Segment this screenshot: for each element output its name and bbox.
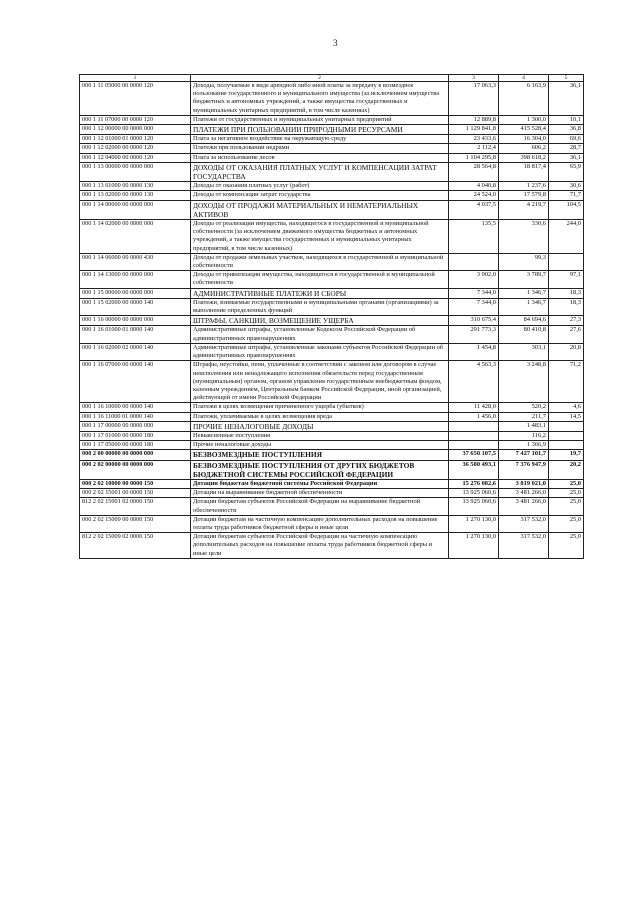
table-row: [80, 489, 584, 498]
name-cell: БЕЗВОЗМЕЗДНЫЕ ПОСТУПЛЕНИЯ: [191, 450, 449, 460]
plan-cell: 310 675,4: [449, 316, 499, 326]
plan-cell: 24 524,0: [449, 191, 499, 200]
plan-cell: 1 454,8: [449, 343, 499, 360]
table-row: [80, 153, 584, 162]
plan-cell: 3 902,0: [449, 271, 499, 288]
code-cell: 000 2 02 15009 00 0000 150: [80, 515, 191, 532]
table-row: [80, 271, 584, 288]
name-cell: Штрафы, неустойки, пени, уплаченные в соответствии с законом или договором в случае неисполнения или ненадлежащего исполнения обязательств перед государственным (муниципальным) органом, органом управления государственным внебюджетным фондом, казенным учреждением, Центральным банком Российской Федерации, иной организацией, действующей от имени Российской Федерации: [191, 361, 449, 403]
fact-cell: 18 817,4: [499, 162, 549, 181]
percent-cell: 19,7: [549, 450, 584, 460]
percent-cell: 36,1: [549, 153, 584, 162]
code-cell: 000 1 17 05000 00 0000 180: [80, 441, 191, 450]
fact-cell: 398 618,2: [499, 153, 549, 162]
fact-cell: 3 481 266,0: [499, 489, 549, 498]
code-cell: 000 1 17 01000 00 0000 180: [80, 431, 191, 440]
percent-cell: 97,1: [549, 271, 584, 288]
name-cell: Дотации на выравнивание бюджетной обеспеченности: [191, 489, 449, 498]
name-cell: Невыясненные поступления: [191, 431, 449, 440]
percent-cell: [549, 421, 584, 431]
percent-cell: 65,9: [549, 162, 584, 181]
percent-cell: 14,5: [549, 412, 584, 421]
percent-cell: 25,0: [549, 515, 584, 532]
name-cell: Доходы от продажи земельных участков, находящихся в государственной и муниципальной собственности: [191, 253, 449, 270]
table-row: [80, 220, 584, 254]
code-cell: 000 1 11 05000 00 0000 120: [80, 82, 191, 116]
name-cell: Доходы от реализации имущества, находящегося в государственной и муниципальной собственности (за исключением движимого имущества бюджетных и автономных учреждений, а также имущества государственных и муниципальных унитарных предприятий, в том числе казенных): [191, 220, 449, 254]
header-cell: 1: [80, 75, 191, 82]
name-cell: Доходы от оказания платных услуг (работ): [191, 182, 449, 191]
table-row: [80, 82, 584, 116]
plan-cell: 7 344,0: [449, 298, 499, 315]
name-cell: Платежи в целях возмещения причиненного ущерба (убытков): [191, 403, 449, 412]
page-number: 3: [333, 38, 338, 48]
fact-cell: 7 427 101,7: [499, 450, 549, 460]
fact-cell: 17 579,8: [499, 191, 549, 200]
table-row: [80, 498, 584, 515]
plan-cell: 135,5: [449, 220, 499, 254]
code-cell: 000 1 17 00000 00 0000 000: [80, 421, 191, 431]
name-cell: Административные штрафы, установленные Кодексом Российской Федерации об административных правонарушениях: [191, 326, 449, 343]
table-row: [80, 479, 584, 488]
code-cell: 000 1 16 00000 00 0000 000: [80, 316, 191, 326]
plan-cell: 13 925 060,6: [449, 498, 499, 515]
code-cell: 000 2 02 00000 00 0000 000: [80, 460, 191, 479]
table-row: [80, 515, 584, 532]
plan-cell: 291 773,3: [449, 326, 499, 343]
percent-cell: 71,7: [549, 191, 584, 200]
name-cell: ДОХОДЫ ОТ ОКАЗАНИЯ ПЛАТНЫХ УСЛУГ И КОМПЕНСАЦИИ ЗАТРАТ ГОСУДАРСТВА: [191, 162, 449, 181]
plan-cell: 1 129 841,8: [449, 125, 499, 135]
code-cell: 000 1 13 02000 00 0000 130: [80, 191, 191, 200]
code-cell: 000 1 16 11000 01 0000 140: [80, 412, 191, 421]
name-cell: Плата за использование лесов: [191, 153, 449, 162]
percent-cell: [549, 253, 584, 270]
percent-cell: 25,0: [549, 498, 584, 515]
percent-cell: 36,1: [549, 82, 584, 116]
percent-cell: 71,2: [549, 361, 584, 403]
table-row: [80, 361, 584, 403]
code-cell: 812 2 02 15009 02 0000 150: [80, 533, 191, 559]
code-cell: 000 1 15 00000 00 0000 000: [80, 288, 191, 298]
fact-cell: 84 694,6: [499, 316, 549, 326]
plan-cell: 4 040,8: [449, 182, 499, 191]
percent-cell: 25,0: [549, 489, 584, 498]
table-row: [80, 182, 584, 191]
table-row: [80, 144, 584, 153]
plan-cell: 23 433,6: [449, 135, 499, 144]
percent-cell: [549, 441, 584, 450]
table-row: [80, 298, 584, 315]
fact-cell: 1 346,7: [499, 298, 549, 315]
table-row: [80, 253, 584, 270]
code-cell: 000 1 14 00000 00 0000 000: [80, 200, 191, 219]
fact-cell: 3 248,8: [499, 361, 549, 403]
percent-cell: 18,3: [549, 298, 584, 315]
plan-cell: 28 564,8: [449, 162, 499, 181]
fact-cell: 1 366,9: [499, 441, 549, 450]
name-cell: ДОХОДЫ ОТ ПРОДАЖИ МАТЕРИАЛЬНЫХ И НЕМАТЕРИАЛЬНЫХ АКТИВОВ: [191, 200, 449, 219]
table-row: [80, 288, 584, 298]
table-row: [80, 200, 584, 219]
percent-cell: 27,6: [549, 326, 584, 343]
name-cell: Дотации бюджетам субъектов Российской Федерации на частичную компенсацию дополнительных расходов на повышение оплаты труда работников бюджетной сферы и иные цели: [191, 533, 449, 559]
name-cell: БЕЗВОЗМЕЗДНЫЕ ПОСТУПЛЕНИЯ ОТ ДРУГИХ БЮДЖЕТОВ БЮДЖЕТНОЙ СИСТЕМЫ РОССИЙСКОЙ ФЕДЕРАЦИИ: [191, 460, 449, 479]
plan-cell: 37 650 107,5: [449, 450, 499, 460]
code-cell: 000 1 16 01000 01 0000 140: [80, 326, 191, 343]
code-cell: 000 1 16 10000 00 0000 140: [80, 403, 191, 412]
percent-cell: 30,6: [549, 182, 584, 191]
header-row: [80, 75, 584, 82]
table-row: [80, 343, 584, 360]
name-cell: Доходы от приватизации имущества, находящегося в государственной и муниципальной собственности: [191, 271, 449, 288]
plan-cell: [449, 431, 499, 440]
code-cell: 000 1 16 07000 00 0000 140: [80, 361, 191, 403]
percent-cell: 18,3: [549, 288, 584, 298]
fact-cell: 211,7: [499, 412, 549, 421]
fact-cell: 7 376 947,9: [499, 460, 549, 479]
name-cell: Доходы, получаемые в виде арендной либо иной платы за передачу в возмездное пользование государственного и муниципального имущества (за исключением имущества бюджетных и автономных учреждений, а также имущества государственных и муниципальных унитарных предприятий, в том числе казенных): [191, 82, 449, 116]
fact-cell: 3 481 266,0: [499, 498, 549, 515]
header-cell: 4: [499, 75, 549, 82]
fact-cell: 415 528,4: [499, 125, 549, 135]
name-cell: ПРОЧИЕ НЕНАЛОГОВЫЕ ДОХОДЫ: [191, 421, 449, 431]
code-cell: 000 1 12 00000 00 0000 000: [80, 125, 191, 135]
plan-cell: 1 456,0: [449, 412, 499, 421]
code-cell: 000 2 00 00000 00 0000 000: [80, 450, 191, 460]
percent-cell: 20,2: [549, 460, 584, 479]
fact-cell: 303,1: [499, 343, 549, 360]
fact-cell: 606,2: [499, 144, 549, 153]
name-cell: Платежи при пользовании недрами: [191, 144, 449, 153]
percent-cell: 25,0: [549, 479, 584, 488]
code-cell: 000 1 15 02000 00 0000 140: [80, 298, 191, 315]
plan-cell: 15 276 082,6: [449, 479, 499, 488]
name-cell: АДМИНИСТРАТИВНЫЕ ПЛАТЕЖИ И СБОРЫ: [191, 288, 449, 298]
percent-cell: [549, 431, 584, 440]
code-cell: 000 1 11 07000 00 0000 120: [80, 115, 191, 124]
name-cell: Прочие неналоговые доходы: [191, 441, 449, 450]
fact-cell: 116,2: [499, 431, 549, 440]
code-cell: 000 1 12 02000 00 0000 120: [80, 144, 191, 153]
plan-cell: 1 270 130,0: [449, 533, 499, 559]
name-cell: Доходы от компенсации затрат государства: [191, 191, 449, 200]
plan-cell: 4 037,5: [449, 200, 499, 219]
percent-cell: 244,0: [549, 220, 584, 254]
fact-cell: 1 237,6: [499, 182, 549, 191]
fact-cell: 6 163,9: [499, 82, 549, 116]
fact-cell: 99,3: [499, 253, 549, 270]
percent-cell: 27,3: [549, 316, 584, 326]
code-cell: 000 2 02 15001 00 0000 150: [80, 489, 191, 498]
table-row: [80, 326, 584, 343]
table-row: [80, 450, 584, 460]
table-row: [80, 421, 584, 431]
code-cell: 000 1 13 01000 00 0000 130: [80, 182, 191, 191]
code-cell: 000 1 14 13000 00 0000 000: [80, 271, 191, 288]
plan-cell: 4 563,3: [449, 361, 499, 403]
header-cell: 3: [449, 75, 499, 82]
fact-cell: 520,2: [499, 403, 549, 412]
fact-cell: 3 789,7: [499, 271, 549, 288]
percent-cell: 104,5: [549, 200, 584, 219]
name-cell: Дотации бюджетам на частичную компенсацию дополнительных расходов на повышение оплаты труда работников бюджетной сферы и иные цели: [191, 515, 449, 532]
table-row: [80, 460, 584, 479]
fact-cell: 317 532,0: [499, 515, 549, 532]
code-cell: 000 1 14 06000 00 0000 430: [80, 253, 191, 270]
percent-cell: 36,8: [549, 125, 584, 135]
table-row: [80, 431, 584, 440]
code-cell: 000 1 14 02000 00 0000 000: [80, 220, 191, 254]
fact-cell: 4 219,7: [499, 200, 549, 219]
code-cell: 000 1 12 01000 01 0000 120: [80, 135, 191, 144]
table-row: [80, 533, 584, 559]
percent-cell: 20,8: [549, 343, 584, 360]
code-cell: 000 1 13 00000 00 0000 000: [80, 162, 191, 181]
plan-cell: [449, 253, 499, 270]
fact-cell: 80 410,8: [499, 326, 549, 343]
plan-cell: 12 889,8: [449, 115, 499, 124]
name-cell: Платежи, уплачиваемые в целях возмещения вреда: [191, 412, 449, 421]
name-cell: Плата за негативное воздействие на окружающую среду: [191, 135, 449, 144]
percent-cell: 69,6: [549, 135, 584, 144]
table-row: [80, 412, 584, 421]
name-cell: Административные штрафы, установленные законами субъектов Российской Федерации об административных правонарушениях: [191, 343, 449, 360]
table-row: [80, 115, 584, 124]
plan-cell: 11 428,0: [449, 403, 499, 412]
header-cell: 5: [549, 75, 584, 82]
table-row: [80, 125, 584, 135]
table-row: [80, 316, 584, 326]
plan-cell: 36 580 493,1: [449, 460, 499, 479]
table-row: [80, 403, 584, 412]
plan-cell: 1 270 130,0: [449, 515, 499, 532]
plan-cell: 7 344,0: [449, 288, 499, 298]
code-cell: 000 2 02 10000 00 0000 150: [80, 479, 191, 488]
fact-cell: 16 304,0: [499, 135, 549, 144]
percent-cell: 28,7: [549, 144, 584, 153]
percent-cell: 10,1: [549, 115, 584, 124]
table-row: [80, 135, 584, 144]
fact-cell: 317 532,0: [499, 533, 549, 559]
code-cell: 000 1 12 04000 00 0000 120: [80, 153, 191, 162]
code-cell: 000 1 16 02000 02 0000 140: [80, 343, 191, 360]
plan-cell: 2 112,4: [449, 144, 499, 153]
code-cell: 812 2 02 15001 02 0000 150: [80, 498, 191, 515]
plan-cell: [449, 421, 499, 431]
table-row: [80, 191, 584, 200]
plan-cell: 13 925 060,6: [449, 489, 499, 498]
table-row: [80, 441, 584, 450]
name-cell: ШТРАФЫ, САНКЦИИ, ВОЗМЕЩЕНИЕ УЩЕРБА: [191, 316, 449, 326]
plan-cell: [449, 441, 499, 450]
fact-cell: 1 483,1: [499, 421, 549, 431]
percent-cell: 4,6: [549, 403, 584, 412]
fact-cell: 1 300,0: [499, 115, 549, 124]
plan-cell: 17 063,3: [449, 82, 499, 116]
name-cell: Дотации бюджетам бюджетной системы Российской Федерации: [191, 479, 449, 488]
fact-cell: 1 346,7: [499, 288, 549, 298]
name-cell: Дотации бюджетам субъектов Российской Федерации на выравнивание бюджетной обеспеченности: [191, 498, 449, 515]
percent-cell: 25,0: [549, 533, 584, 559]
table-row: [80, 162, 584, 181]
fact-cell: 330,6: [499, 220, 549, 254]
plan-cell: 1 104 295,8: [449, 153, 499, 162]
fact-cell: 3 819 021,0: [499, 479, 549, 488]
name-cell: Платежи, взимаемые государственными и муниципальными органами (организациями) за выполнение определенных функций: [191, 298, 449, 315]
name-cell: Платежи от государственных и муниципальных унитарных предприятий: [191, 115, 449, 124]
name-cell: ПЛАТЕЖИ ПРИ ПОЛЬЗОВАНИИ ПРИРОДНЫМИ РЕСУРСАМИ: [191, 125, 449, 135]
header-cell: 2: [191, 75, 449, 82]
revenue-table: [79, 74, 584, 559]
